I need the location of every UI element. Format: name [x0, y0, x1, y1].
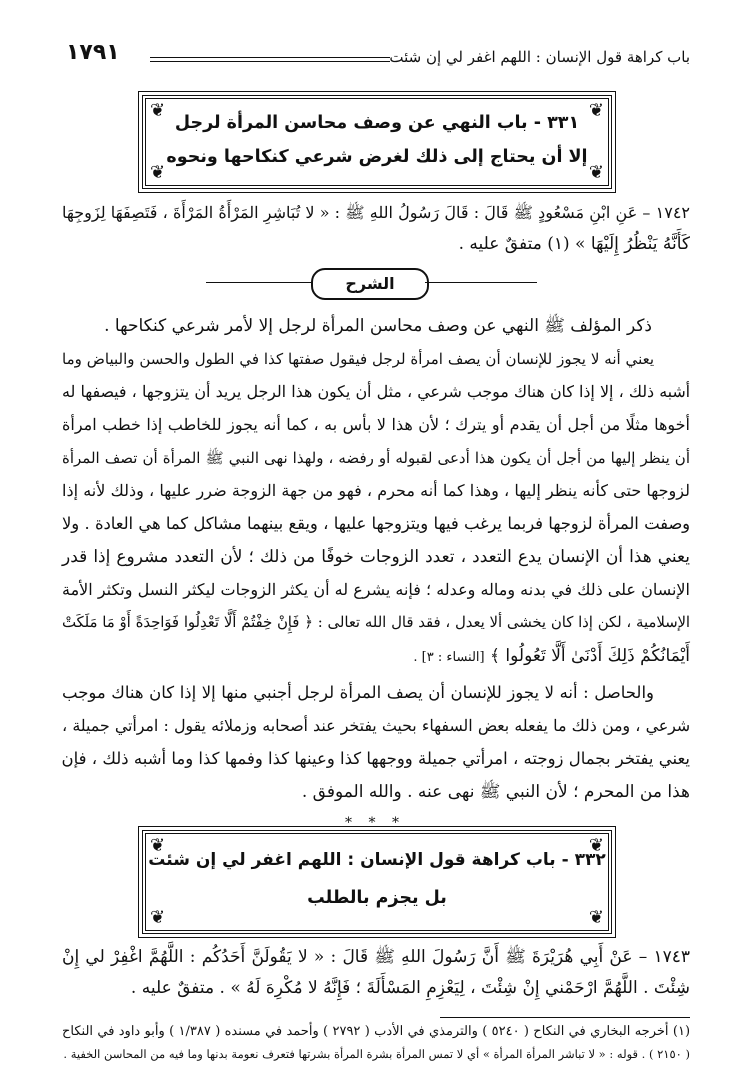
chapter-332-title-line2: بل يجزم بالطلب [307, 888, 447, 908]
conclusion-line: هذا من المحرم ؛ لأن النبي ﷺ نهى عنه . والله الموفق . [301, 782, 690, 802]
quran-ayah-text: أَيْمَانُكُمْ ذَلِكَ أَدْنَىٰ أَلَّا تَعُولُوا ﴾ [490, 646, 690, 666]
page-number: ١٧٩١ [66, 40, 120, 65]
chapter-331-title-line1: ٣٣١ - باب النهي عن وصف محاسن المرأة لرجل [174, 113, 580, 133]
chapter-332-title-frame [142, 830, 612, 934]
footnote-line: ( ٢١٥٠ ) . قوله : « لا تباشر المرأة المرأة » أي لا تمس المرأة بشرة المرأة بشرتها فتعرف نعومة بدنها وما فيه من المحاسن الخفية . [63, 1047, 690, 1061]
sharh-rule-left [206, 282, 311, 283]
hadith-1743-line2: شِئْتَ . اللَّهُمَّ ارْحَمْني إِنْ شِئْتَ ، لِيَعْزِمِ المَسْأَلَةَ ؛ فَإِنَّهُ لا مُكْرِهَ لَهُ » . متفقٌ عليه . [130, 978, 690, 998]
running-title: باب كراهة قول الإنسان : اللهم اغفر لي إن شئت [389, 48, 690, 66]
ornament-corner-icon: ❦ [150, 100, 166, 121]
chapter-331-title-line2: إلا أن يحتاج إلى ذلك لغرض شرعي كنكاحها ونحوه [166, 147, 588, 167]
body-paragraph-line: الإنسان على ذلك في بدنه وماله وعدله ؛ فإنه يشرع له أن يكثر الزوجات ليكثر النسل وتكثر الأمة [62, 580, 690, 599]
section-separator: * * * [345, 815, 405, 831]
sharh-rule-right [425, 282, 537, 283]
hadith-1743-line1: ١٧٤٣ – عَنْ أَبِي هُرَيْرَةَ ﷺ أَنَّ رَسُولَ اللهِ ﷺ قَالَ : « لا يَقُولَنَّ أَحَدُكُم : اللَّهُمَّ اغْفِرْ لي إِنْ [62, 947, 690, 967]
body-paragraph-line: أشبه ذلك ، إلا إذا كان هناك موجب شرعي ، مثل أن يكون هذا الرجل يريد أن يتزوجها ، فيصفها له [62, 382, 690, 401]
ornament-corner-icon: ❦ [588, 162, 604, 183]
footnote-line: (١) أخرجه البخاري في النكاح ( ٥٢٤٠ ) والترمذي في الأدب ( ٢٧٩٢ ) وأحمد في مسنده ( ١/٣٨٧ ) وأبو داود في النكاح [62, 1024, 691, 1039]
ornament-corner-icon: ❦ [588, 100, 604, 121]
ornament-corner-icon: ❦ [588, 907, 604, 928]
body-paragraph-line: الإسلامية ، لكن إذا كان يخشى ألا يعدل ، فقد قال الله تعالى : ﴿ فَإِنْ خِفْتُمْ أَلَّا تَعْدِلُوا فَوَاحِدَةً أَوْ مَا مَلَكَتْ [62, 614, 690, 631]
chapter-331-title-frame [142, 95, 612, 189]
ornament-corner-icon: ❦ [150, 162, 166, 183]
body-paragraph-line: يعني أنه لا يجوز للإنسان أن يصف امرأة لرجل فيقول صفتها كذا في الطول والحسن والبياض وما [62, 350, 654, 368]
header-rule [150, 57, 390, 62]
ornament-corner-icon: ❦ [588, 835, 604, 856]
quran-ayah-line [62, 644, 690, 670]
body-paragraph-line: لزوجها حتى كأنه ينظر إليها ، وهذا كما أنه محرم ، فهو من جهة الزوجة ضرر عليها ، وذلك لأنه إذا [62, 481, 690, 500]
conclusion-line: شرعي ، ومن ذلك ما يفعله بعض السفهاء بحيث يفتخر عند أصحابه وزملائه يقول : امرأتي جميلة ، [62, 716, 690, 735]
body-paragraph-line: أخوها مثلًا من أجل أن يقدم أو يترك ؛ لأن هذا لا بأس به ، كما أنه يجوز للخاطب إذا خطب امرأة [62, 415, 690, 434]
body-paragraph-line: ذكر المؤلف ﷺ النهي عن وصف محاسن المرأة لرجل إلا لأمر شرعي كنكاحها . [104, 316, 652, 336]
ornament-corner-icon: ❦ [150, 907, 166, 928]
ornament-corner-icon: ❦ [150, 835, 166, 856]
hadith-1742-line1: ١٧٤٢ – عَنِ ابْنِ مَسْعُودٍ ﷺ قَالَ : قَالَ رَسُولُ اللهِ ﷺ : « لا تُبَاشِرِ المَرْأَةُ المَرْأَةَ ، فَتَصِفَهَا لِزَوجِهَا [62, 203, 690, 222]
conclusion-line: يعني يفتخر بجمال زوجته ، امرأتي جميلة ووجهها كذا وعينها كذا وفمها كذا وما أشبه ذلك ، فإن [61, 749, 690, 768]
conclusion-line: والحاصل : أنه لا يجوز للإنسان أن يصف المرأة لرجل أجنبي منها إلا إذا كان هناك موجب [62, 683, 654, 702]
chapter-332-title-line1: ٣٣٢ - باب كراهة قول الإنسان : اللهم اغفر لي إن شئت [148, 850, 606, 870]
body-paragraph-line: أن ينظر إليها من أجل أن يكون هذا أدعى لقبوله أو رفضه ، ولهذا نهى النبي ﷺ المرأة أن تصف المرأة [62, 449, 690, 467]
footnote-rule [440, 1017, 690, 1018]
body-paragraph-line: يعني هذا أن الإنسان يدع التعدد ، تعدد الزوجات خوفًا من ذلك ؛ لأن التعدد مشروع إذا قدر [62, 547, 690, 567]
quran-ayah-reference: [النساء : ٣] . [413, 650, 485, 665]
sharh-heading: الشرح [311, 268, 429, 300]
body-paragraph-line: وصفت المرأة لزوجها فربما يرغب فيها ويتزوجها عليها ، ويقع بينهما مشاكل كما هي العادة . ولا [62, 514, 690, 533]
hadith-1742-line2: كَأَنَّهُ يَنْظُرُ إِلَيْهَا » (١) متفقٌ عليه . [458, 234, 690, 254]
page-header [66, 42, 690, 72]
